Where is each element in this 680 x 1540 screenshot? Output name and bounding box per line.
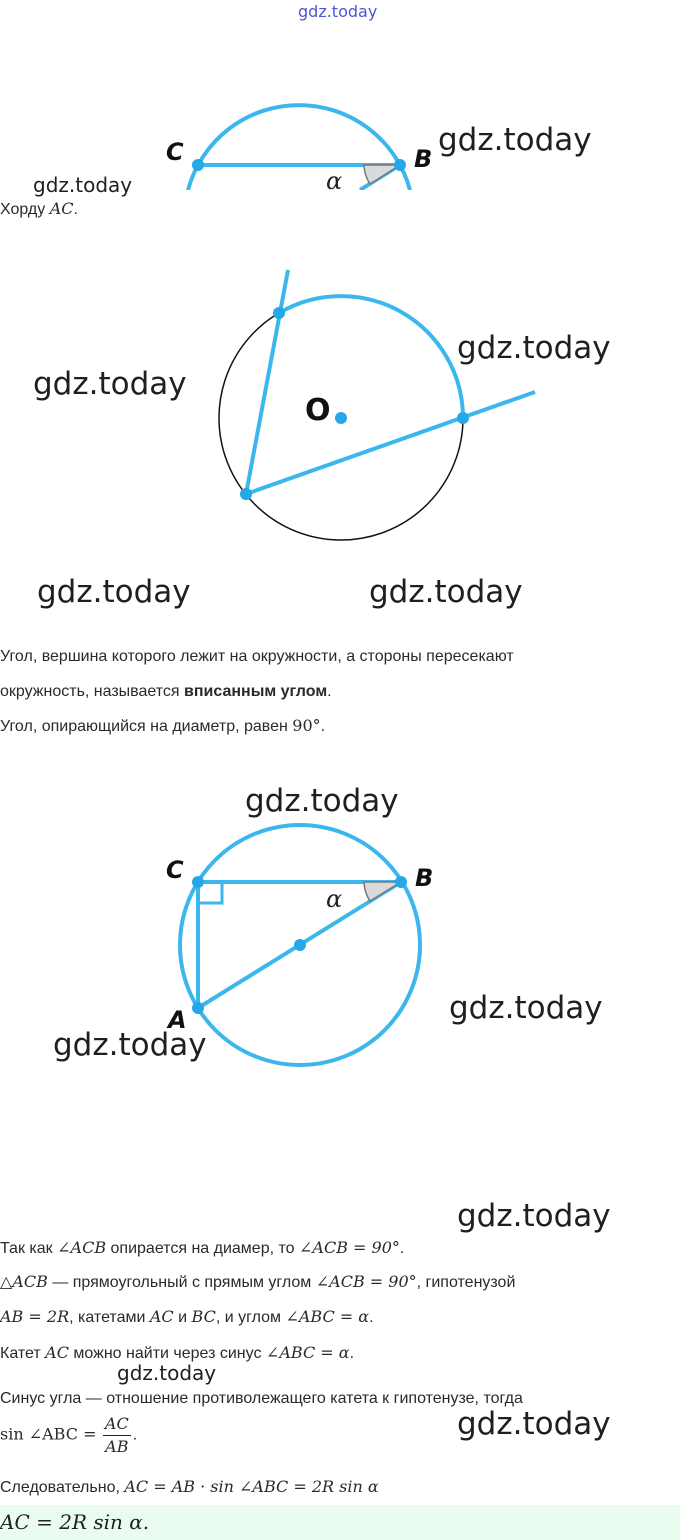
watermark: gdz.today xyxy=(457,1406,611,1442)
math-ac: AC xyxy=(149,1307,174,1326)
text: Так как xyxy=(0,1240,53,1257)
math-angle-acb: ∠ACB xyxy=(57,1238,107,1257)
fig2-label-o: O xyxy=(305,393,331,428)
fig1-label-alpha: α xyxy=(326,167,343,190)
text: Следовательно, xyxy=(0,1479,120,1496)
solution-line-5: Синус угла — отношение противолежащего катета к гипотенузе, тогда xyxy=(0,1390,523,1407)
fig2-point-vertex xyxy=(240,488,252,500)
watermark: gdz.today xyxy=(33,366,187,402)
fig3-label-c: C xyxy=(166,856,184,884)
text-period: . xyxy=(349,1345,355,1362)
math-ac: AC xyxy=(45,1343,69,1362)
fig3-point-b xyxy=(395,876,407,888)
solution-line-3 xyxy=(0,1306,374,1329)
fig1-label-c: C xyxy=(166,138,184,166)
fig2-center xyxy=(335,412,347,424)
answer-box xyxy=(0,1505,680,1540)
text: можно найти через синус xyxy=(73,1345,262,1362)
solution-line-1 xyxy=(0,1237,404,1260)
watermark-top: gdz.today xyxy=(298,2,378,21)
text-chord-prefix: Хорду xyxy=(0,201,46,218)
fig3-point-c xyxy=(192,876,204,888)
fig3-point-a xyxy=(192,1002,204,1014)
definition-term: вписанным углом xyxy=(184,683,328,700)
math-sin-abc: sin ∠ABC = xyxy=(0,1424,97,1444)
math-ab-2r: AB = 2R xyxy=(0,1307,70,1326)
text-period: . xyxy=(369,1309,374,1326)
math-triangle-acb: △ACB xyxy=(0,1272,48,1291)
text-period: . xyxy=(320,718,326,735)
watermark: gdz.today xyxy=(33,173,133,197)
text-period: . xyxy=(73,201,78,218)
fig2-side-2 xyxy=(246,392,535,494)
fraction-numerator: AC xyxy=(103,1413,131,1436)
text: Катет xyxy=(0,1345,41,1362)
definition-line-2 xyxy=(0,681,332,703)
fig1-point-b xyxy=(394,159,406,171)
watermark: gdz.today xyxy=(438,122,592,158)
watermark: gdz.today xyxy=(117,1361,217,1385)
watermark: gdz.today xyxy=(449,990,603,1026)
fig3-label-alpha: α xyxy=(326,885,343,913)
definition-text: окружность, называется xyxy=(0,683,180,700)
text-period: . xyxy=(327,683,332,700)
math-90-deg: 90° xyxy=(292,716,321,735)
math-bc: BC xyxy=(191,1307,216,1326)
fig3-label-b: B xyxy=(415,864,434,892)
fig1-angle-mark xyxy=(364,165,400,184)
text-chord-ac xyxy=(0,198,78,221)
watermark: gdz.today xyxy=(369,574,523,610)
fig1-point-c xyxy=(192,159,204,171)
theorem-line xyxy=(0,715,325,738)
fraction-ac-ab xyxy=(103,1413,131,1458)
math-ac-derivation: AC = AB · sin ∠ABC = 2R sin α xyxy=(124,1477,379,1496)
text: , катетами xyxy=(69,1309,146,1326)
fig2-point-1 xyxy=(273,307,285,319)
text: , гипотенузой xyxy=(416,1274,516,1291)
definition-line-1: Угол, вершина которого лежит на окружности, а стороны пересекают xyxy=(0,648,514,665)
watermark: gdz.today xyxy=(457,330,611,366)
math-angle-acb-90: ∠ACB = 90° xyxy=(299,1238,400,1257)
theorem-text: Угол, опирающийся на диаметр, равен xyxy=(0,718,288,735)
text: опирается на диамер, то xyxy=(110,1240,295,1257)
fig3-label-a: A xyxy=(168,1006,187,1034)
fraction-denominator: AB xyxy=(105,1437,129,1456)
text-period: . xyxy=(399,1240,405,1257)
text: — прямоугольный с прямым углом xyxy=(52,1274,312,1291)
fig3-angle-mark xyxy=(364,882,401,901)
math-ac: AC xyxy=(49,199,74,218)
figure-inscribed-angle xyxy=(0,260,680,560)
text: , и углом xyxy=(215,1309,281,1326)
solution-line-6 xyxy=(0,1413,137,1458)
text: и xyxy=(178,1309,188,1326)
watermark: gdz.today xyxy=(53,1027,207,1063)
solution-line-2 xyxy=(0,1271,515,1294)
fig3-center xyxy=(294,939,306,951)
watermark: gdz.today xyxy=(457,1198,611,1234)
watermark: gdz.today xyxy=(37,574,191,610)
text-period: . xyxy=(132,1426,138,1444)
answer-formula: AC = 2R sin α. xyxy=(0,1510,150,1534)
fig1-label-b: B xyxy=(414,145,433,173)
watermark: gdz.today xyxy=(245,783,399,819)
math-angle-abc-alpha: ∠ABC = α xyxy=(285,1307,370,1326)
math-angle-abc-alpha: ∠ABC = α xyxy=(265,1343,350,1362)
math-angle-acb-90: ∠ACB = 90° xyxy=(315,1272,417,1291)
fig2-point-2 xyxy=(457,412,469,424)
fig2-side-1 xyxy=(246,270,288,494)
solution-line-7 xyxy=(0,1476,379,1499)
